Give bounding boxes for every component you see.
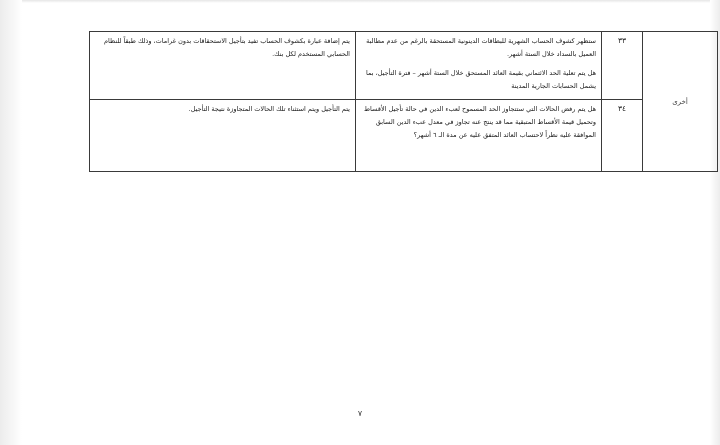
question-text: ستظهر كشوف الحساب الشهرية للبطاقات الدينونية المستحقة بالرغم من عدم مطالبة العميل بالسداد خلال الستة أشهر.: [366, 37, 596, 58]
category-cell: [643, 32, 718, 172]
row-number-cell: [602, 32, 643, 100]
row-number: ٣٣: [617, 36, 627, 45]
answer-text: يتم التأجيل ويتم استثناء تلك الحالات المتجاوزة نتيجة التأجيل.: [188, 105, 350, 113]
answer-cell: [90, 32, 356, 100]
category-label: أخرى: [672, 97, 688, 106]
answer-text: يتم إضافة عبارة بكشوف الحساب تفيد بتأجيل الاستحقاقات بدون غرامات، وذلك طبقاً للنظام الحسابي المستخدم لكل بنك.: [104, 37, 350, 58]
question-cell: [356, 32, 602, 100]
answer-cell: [90, 100, 356, 172]
table-row: [90, 32, 718, 100]
table-row: [90, 100, 718, 172]
faq-table: [89, 31, 718, 172]
page-shadow-left: [0, 0, 22, 445]
row-number: ٣٤: [617, 104, 627, 113]
page-shadow-top: [0, 0, 720, 3]
page-number: ٧: [357, 409, 363, 418]
question-cell: [356, 100, 602, 172]
row-number-cell: [602, 100, 643, 172]
question-text: هل يتم تعلية الحد الائتماني بقيمة العائد المستحق خلال الستة أشهر – فترة التأجيل، بما يشمل الحسابات الجارية المدينة: [366, 69, 596, 90]
question-text: هل يتم رفض الحالات التي ستتجاوز الحد المسموح لعبء الدين في حالة تأجيل الأقساط وتحميل قيمة الأقساط المتبقية مما قد ينتج عنه تجاوز في معدل عبء الدين السابق الموافقة عليه نظراً لاحتساب العائد المتفق عليه عن مدة الـ ٦ أشهر؟: [364, 105, 596, 139]
